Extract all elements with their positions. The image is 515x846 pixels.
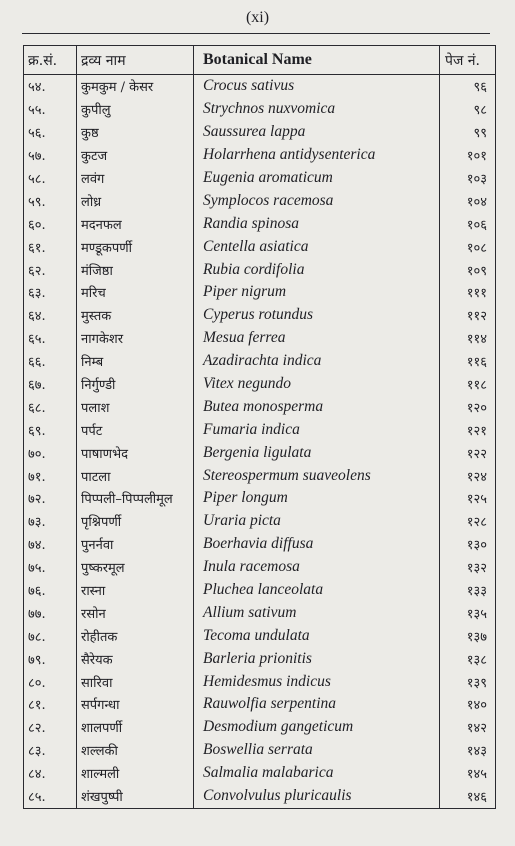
serial-cell: ७७. <box>24 601 77 624</box>
table-row <box>24 464 496 487</box>
dravya-name-cell: निर्गुण्डी <box>77 373 194 396</box>
dravya-name-cell: सारिवा <box>77 670 194 693</box>
table-row <box>24 304 496 327</box>
serial-cell: ६८. <box>24 395 77 418</box>
botanical-name-cell: Stereospermum suaveolens <box>194 464 440 487</box>
botanical-name-cell: Boerhavia diffusa <box>194 533 440 556</box>
botanical-name-cell: Desmodium gangeticum <box>194 716 440 739</box>
page-number-cell: ९८ <box>440 98 496 121</box>
page-number: (xi) <box>245 9 270 26</box>
botanical-name-cell: Crocus sativus <box>194 75 440 98</box>
serial-cell: ५७. <box>24 144 77 167</box>
page-number-cell: ११६ <box>440 350 496 373</box>
dravya-name-cell: पाटला <box>77 464 194 487</box>
page-number-cell: ११८ <box>440 373 496 396</box>
botanical-name-cell: Rubia cordifolia <box>194 258 440 281</box>
botanical-name-cell: Allium sativum <box>194 601 440 624</box>
dravya-name-cell: नागकेशर <box>77 327 194 350</box>
serial-cell: ७२. <box>24 487 77 510</box>
botanical-name-cell: Saussurea lappa <box>194 121 440 144</box>
dravya-name-cell: शल्लकी <box>77 739 194 762</box>
dravya-name-cell: पुनर्नवा <box>77 533 194 556</box>
table-row <box>24 785 496 808</box>
table-row <box>24 75 496 98</box>
dravya-name-cell: शालपर्णी <box>77 716 194 739</box>
dravya-name-cell: कुमकुम / केसर <box>77 75 194 98</box>
page-number-cell: १४६ <box>440 785 496 808</box>
table-row <box>24 556 496 579</box>
botanical-name-cell: Hemidesmus indicus <box>194 670 440 693</box>
botanical-name-cell: Piper longum <box>194 487 440 510</box>
page-number-cell: ९६ <box>440 75 496 98</box>
serial-cell: ६९. <box>24 418 77 441</box>
page-number-cell: ११४ <box>440 327 496 350</box>
dravya-name-cell: लोध्र <box>77 189 194 212</box>
page-number-cell: १२० <box>440 395 496 418</box>
page-number-cell: १२८ <box>440 510 496 533</box>
page-number-cell: १११ <box>440 281 496 304</box>
serial-cell: ६३. <box>24 281 77 304</box>
table-row <box>24 487 496 510</box>
botanical-name-cell: Salmalia malabarica <box>194 762 440 785</box>
serial-cell: ७०. <box>24 441 77 464</box>
serial-cell: ७३. <box>24 510 77 533</box>
header-dravya-name: द्रव्य नाम <box>77 46 194 75</box>
page-number-cell: ११२ <box>440 304 496 327</box>
table-row <box>24 350 496 373</box>
table-header-row <box>24 46 496 75</box>
header-serial: क्र.सं. <box>24 46 77 75</box>
serial-cell: ५५. <box>24 98 77 121</box>
botanical-name-cell: Randia spinosa <box>194 212 440 235</box>
page-number-cell: १०९ <box>440 258 496 281</box>
botanical-name-cell: Fumaria indica <box>194 418 440 441</box>
table-row <box>24 739 496 762</box>
table-row <box>24 327 496 350</box>
botanical-name-cell: Strychnos nuxvomica <box>194 98 440 121</box>
dravya-name-cell: पाषाणभेद <box>77 441 194 464</box>
botanical-name-cell: Mesua ferrea <box>194 327 440 350</box>
page-number-cell: १३८ <box>440 647 496 670</box>
table-row <box>24 121 496 144</box>
serial-cell: ८०. <box>24 670 77 693</box>
dravya-name-cell: कुष्ठ <box>77 121 194 144</box>
page-number-cell: १०३ <box>440 167 496 190</box>
dravya-name-cell: सर्पगन्धा <box>77 693 194 716</box>
serial-cell: ७४. <box>24 533 77 556</box>
dravya-name-cell: लवंग <box>77 167 194 190</box>
table-row <box>24 98 496 121</box>
table-row <box>24 533 496 556</box>
table-row <box>24 418 496 441</box>
serial-cell: ६६. <box>24 350 77 373</box>
botanical-name-cell: Pluchea lanceolata <box>194 579 440 602</box>
table-row <box>24 144 496 167</box>
page-number-cell: ९९ <box>440 121 496 144</box>
herb-index-table <box>23 45 496 809</box>
serial-cell: ८१. <box>24 693 77 716</box>
table-row <box>24 762 496 785</box>
dravya-name-cell: पलाश <box>77 395 194 418</box>
table-row <box>24 235 496 258</box>
botanical-name-cell: Inula racemosa <box>194 556 440 579</box>
dravya-name-cell: निम्ब <box>77 350 194 373</box>
serial-cell: ६०. <box>24 212 77 235</box>
serial-cell: ५८. <box>24 167 77 190</box>
dravya-name-cell: रास्ना <box>77 579 194 602</box>
serial-cell: ७५. <box>24 556 77 579</box>
botanical-name-cell: Vitex negundo <box>194 373 440 396</box>
botanical-name-cell: Convolvulus pluricaulis <box>194 785 440 808</box>
page-number-cell: १०१ <box>440 144 496 167</box>
table-row <box>24 624 496 647</box>
page-number-cell: १३२ <box>440 556 496 579</box>
page-number-cell: १३७ <box>440 624 496 647</box>
serial-cell: ७९. <box>24 647 77 670</box>
serial-cell: ८३. <box>24 739 77 762</box>
serial-cell: ६५. <box>24 327 77 350</box>
serial-cell: ७१. <box>24 464 77 487</box>
botanical-name-cell: Boswellia serrata <box>194 739 440 762</box>
table-row <box>24 258 496 281</box>
page-number-cell: १४३ <box>440 739 496 762</box>
serial-cell: ८५. <box>24 785 77 808</box>
dravya-name-cell: कुटज <box>77 144 194 167</box>
table-row <box>24 670 496 693</box>
dravya-name-cell: रोहीतक <box>77 624 194 647</box>
page-number-cell: १०८ <box>440 235 496 258</box>
serial-cell: ५६. <box>24 121 77 144</box>
serial-cell: ८२. <box>24 716 77 739</box>
botanical-name-cell: Rauwolfia serpentina <box>194 693 440 716</box>
serial-cell: ७६. <box>24 579 77 602</box>
botanical-name-cell: Tecoma undulata <box>194 624 440 647</box>
botanical-name-cell: Bergenia ligulata <box>194 441 440 464</box>
header-botanical-name: Botanical Name <box>194 46 440 75</box>
header-page-number: पेज नं. <box>440 46 496 75</box>
dravya-name-cell: मुस्तक <box>77 304 194 327</box>
page-number-cell: १०४ <box>440 189 496 212</box>
table-row <box>24 647 496 670</box>
page-number-cell: १२१ <box>440 418 496 441</box>
dravya-name-cell: शाल्मली <box>77 762 194 785</box>
serial-cell: ६१. <box>24 235 77 258</box>
dravya-name-cell: सैरेयक <box>77 647 194 670</box>
page-number-cell: १३९ <box>440 670 496 693</box>
botanical-name-cell: Azadirachta indica <box>194 350 440 373</box>
table-row <box>24 693 496 716</box>
page-number-cell: १३३ <box>440 579 496 602</box>
dravya-name-cell: मरिच <box>77 281 194 304</box>
dravya-name-cell: मदनफल <box>77 212 194 235</box>
dravya-name-cell: पुष्करमूल <box>77 556 194 579</box>
table-row <box>24 579 496 602</box>
page-number-cell: १३० <box>440 533 496 556</box>
table-row <box>24 212 496 235</box>
table-row <box>24 441 496 464</box>
serial-cell: ५९. <box>24 189 77 212</box>
table-row <box>24 281 496 304</box>
table-body <box>24 75 496 809</box>
dravya-name-cell: पृश्निपर्णी <box>77 510 194 533</box>
page-number-cell: १२४ <box>440 464 496 487</box>
dravya-name-cell: पिप्पली–पिप्पलीमूल <box>77 487 194 510</box>
page-number-cell: १४० <box>440 693 496 716</box>
serial-cell: ६४. <box>24 304 77 327</box>
botanical-name-cell: Holarrhena antidysenterica <box>194 144 440 167</box>
botanical-name-cell: Barleria prionitis <box>194 647 440 670</box>
botanical-name-cell: Piper nigrum <box>194 281 440 304</box>
table-row <box>24 510 496 533</box>
page-number-cell: १२५ <box>440 487 496 510</box>
dravya-name-cell: कुपीलु <box>77 98 194 121</box>
table-row <box>24 716 496 739</box>
serial-cell: ६७. <box>24 373 77 396</box>
botanical-name-cell: Uraria picta <box>194 510 440 533</box>
serial-cell: ६२. <box>24 258 77 281</box>
serial-cell: ८४. <box>24 762 77 785</box>
table-row <box>24 601 496 624</box>
page-number-cell: १२२ <box>440 441 496 464</box>
botanical-name-cell: Eugenia aromaticum <box>194 167 440 190</box>
page-number-cell: १४५ <box>440 762 496 785</box>
table-row <box>24 167 496 190</box>
botanical-name-cell: Butea monosperma <box>194 395 440 418</box>
dravya-name-cell: पर्पट <box>77 418 194 441</box>
dravya-name-cell: मण्डूकपर्णी <box>77 235 194 258</box>
table-row <box>24 373 496 396</box>
botanical-name-cell: Symplocos racemosa <box>194 189 440 212</box>
serial-cell: ७८. <box>24 624 77 647</box>
table-row <box>24 395 496 418</box>
top-rule <box>22 33 490 34</box>
table-row <box>24 189 496 212</box>
dravya-name-cell: शंखपुष्पी <box>77 785 194 808</box>
serial-cell: ५४. <box>24 75 77 98</box>
dravya-name-cell: रसोन <box>77 601 194 624</box>
dravya-name-cell: मंजिष्ठा <box>77 258 194 281</box>
page-number-cell: १३५ <box>440 601 496 624</box>
page-number-cell: १४२ <box>440 716 496 739</box>
page-number-cell: १०६ <box>440 212 496 235</box>
botanical-name-cell: Centella asiatica <box>194 235 440 258</box>
botanical-name-cell: Cyperus rotundus <box>194 304 440 327</box>
